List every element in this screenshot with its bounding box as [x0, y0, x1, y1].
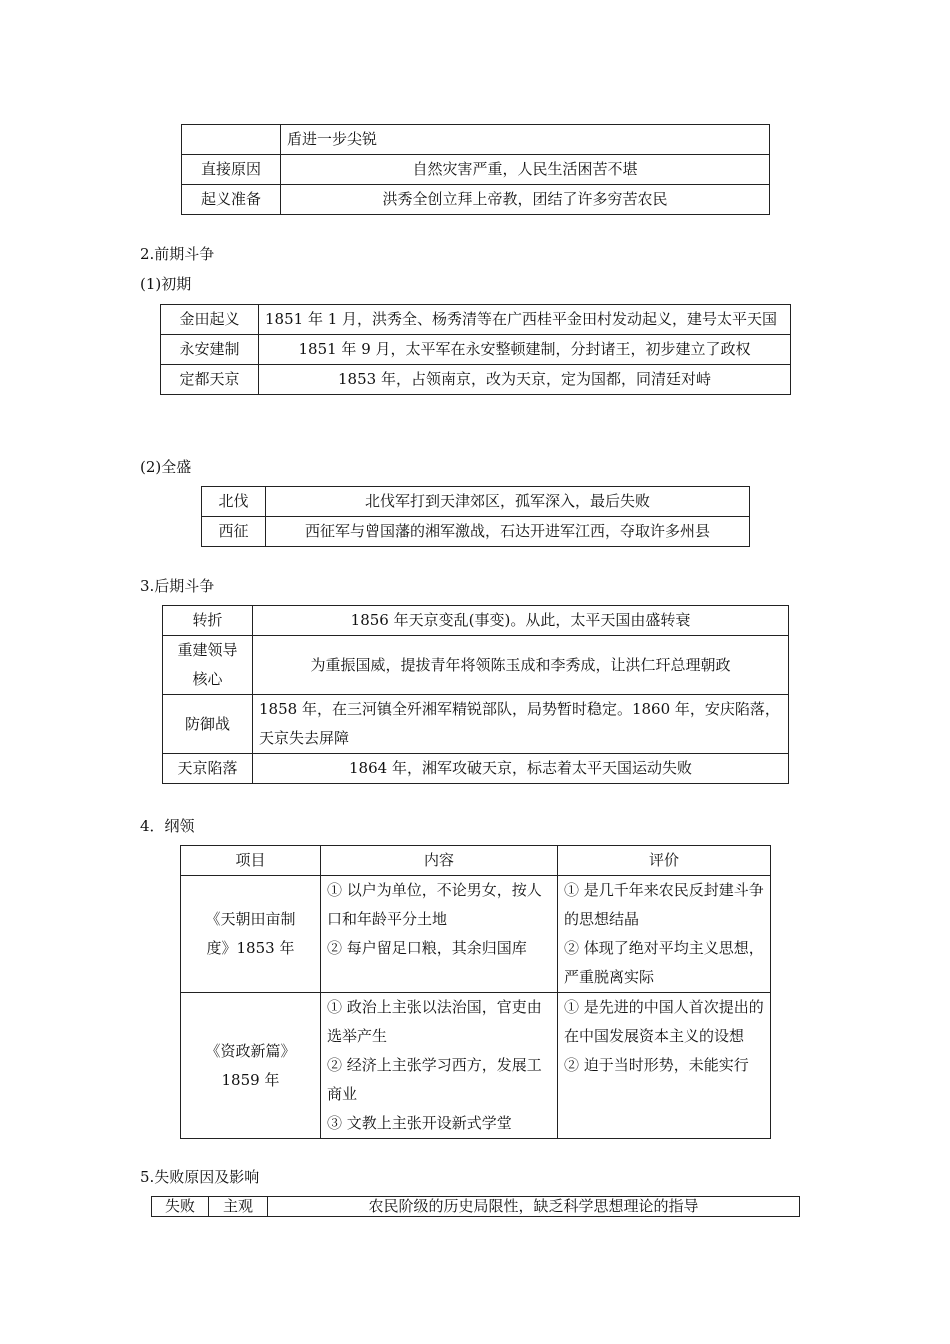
sub-heading: (2)全盛: [140, 458, 192, 476]
table-cell: 1856 年天京变乱(事变)。从此，太平天国由盛转衰: [253, 606, 789, 636]
table-cell: 转折: [163, 606, 253, 636]
table-cell: 西征: [202, 517, 266, 547]
table-cell: 重建领导核心: [163, 636, 253, 695]
table-cell: 金田起义: [161, 305, 259, 335]
table-cell: 1851 年 1 月，洪秀全、杨秀清等在广西桂平金田村发动起义，建号太平天国: [259, 305, 791, 335]
table-row: [181, 993, 771, 1139]
table-cell: 主观: [209, 1197, 268, 1217]
table-cell: 农民阶级的历史局限性，缺乏科学思想理论的指导: [268, 1197, 800, 1217]
table-cell: 盾进一步尖锐: [281, 125, 770, 155]
evaluation-line: ② 迫于当时形势，未能实行: [564, 1056, 749, 1074]
table-row: [202, 487, 750, 517]
late-stage-table: [162, 605, 789, 784]
content-line: ① 政治上主张以法治国，官吏由选举产生: [327, 998, 542, 1045]
table-row: [202, 517, 750, 547]
table-cell: [321, 993, 558, 1139]
table-row: [181, 876, 771, 993]
table-cell: 西征军与曾国藩的湘军激战，石达开进军江西，夺取许多州县: [266, 517, 750, 547]
table-cell: 洪秀全创立拜上帝教，团结了许多穷苦农民: [281, 185, 770, 215]
table-cell: 永安建制: [161, 335, 259, 365]
table-cell: 1858 年，在三河镇全歼湘军精锐部队，局势暂时稳定。1860 年，安庆陷落，天京失去屏障: [253, 695, 789, 754]
table-cell: [558, 993, 771, 1139]
column-header: 内容: [321, 846, 558, 876]
table-row: [163, 695, 789, 754]
table-cell: 防御战: [163, 695, 253, 754]
content-line: ② 每户留足口粮，其余归国库: [327, 939, 527, 957]
cause-table: [181, 124, 770, 215]
table-cell: [558, 876, 771, 993]
table-row: [161, 305, 791, 335]
table-cell: 起义准备: [182, 185, 281, 215]
column-header: 项目: [181, 846, 321, 876]
evaluation-line: ① 是先进的中国人首次提出的在中国发展资本主义的设想: [564, 998, 764, 1045]
table-row: [182, 185, 770, 215]
table-cell: 北伐: [202, 487, 266, 517]
table-cell: 《天朝田亩制度》1853 年: [181, 876, 321, 993]
table-cell: 失败: [152, 1197, 209, 1217]
content-line: ② 经济上主张学习西方，发展工商业: [327, 1056, 542, 1103]
evaluation-line: ① 是几千年来农民反封建斗争的思想结晶: [564, 881, 764, 928]
table-cell: 1864 年，湘军攻破天京，标志着太平天国运动失败: [253, 754, 789, 784]
table-row: [161, 335, 791, 365]
table-cell: [321, 876, 558, 993]
section-heading: 4．纲领: [140, 817, 195, 835]
table-row: [163, 754, 789, 784]
table-row: [161, 365, 791, 395]
table-cell: [182, 125, 281, 155]
table-cell: 1853 年，占领南京，改为天京，定为国都，同清廷对峙: [259, 365, 791, 395]
table-cell: 直接原因: [182, 155, 281, 185]
evaluation-line: ② 体现了绝对平均主义思想，严重脱离实际: [564, 939, 764, 986]
failure-table: [151, 1196, 800, 1217]
peak-stage-table: [201, 486, 750, 547]
table-header-row: [181, 846, 771, 876]
table-row: [163, 606, 789, 636]
table-cell: 定都天京: [161, 365, 259, 395]
section-heading: 5.失败原因及影响: [140, 1168, 260, 1186]
table-cell: 1851 年 9 月，太平军在永安整顿建制，分封诸王，初步建立了政权: [259, 335, 791, 365]
early-stage-table: [160, 304, 791, 395]
table-cell: 天京陷落: [163, 754, 253, 784]
table-cell: 为重振国威，提拔青年将领陈玉成和李秀成，让洪仁玕总理朝政: [253, 636, 789, 695]
section-heading: 3.后期斗争: [140, 577, 215, 595]
table-row: [182, 155, 770, 185]
table-row: [163, 636, 789, 695]
table-row: [182, 125, 770, 155]
table-row: [152, 1197, 800, 1217]
table-cell: 自然灾害严重，人民生活困苦不堪: [281, 155, 770, 185]
sub-heading: (1)初期: [140, 275, 192, 293]
program-table: [180, 845, 771, 1139]
content-line: ① 以户为单位，不论男女，按人口和年龄平分土地: [327, 881, 542, 928]
table-cell: 北伐军打到天津郊区，孤军深入，最后失败: [266, 487, 750, 517]
content-line: ③ 文教上主张开设新式学堂: [327, 1114, 512, 1132]
column-header: 评价: [558, 846, 771, 876]
section-heading: 2.前期斗争: [140, 245, 215, 263]
table-cell: 《资政新篇》1859 年: [181, 993, 321, 1139]
